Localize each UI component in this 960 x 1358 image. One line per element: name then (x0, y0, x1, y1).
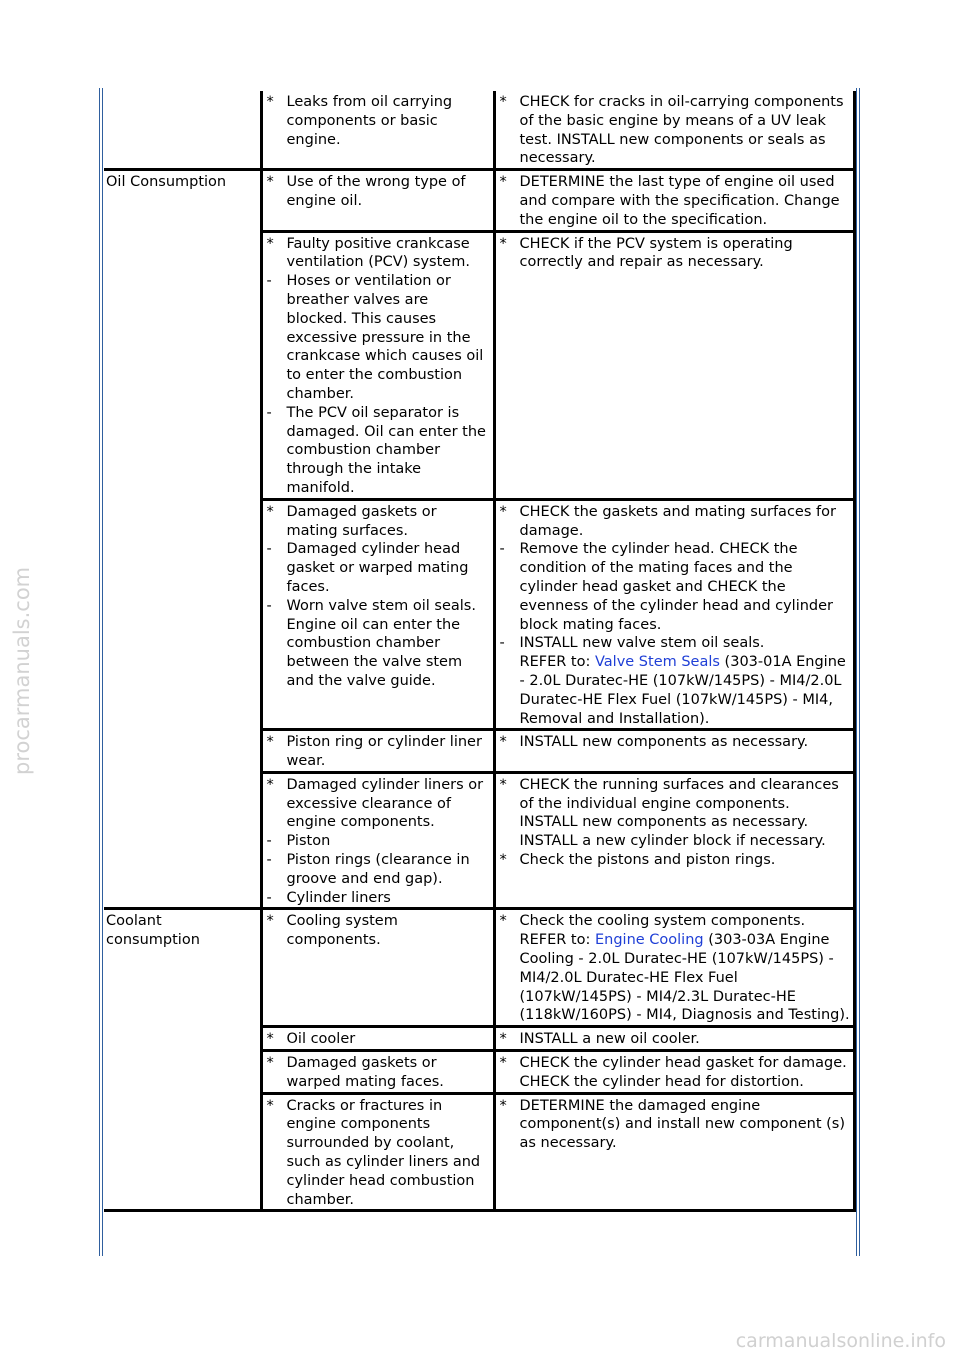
sub-item-marker: - (266, 597, 272, 614)
bullet-marker: * (499, 174, 507, 191)
action-text: DETERMINE the last type of engine oil used and compare with the specification. Change the engine oil to the specification. (519, 174, 840, 228)
action-text: CHECK the running surfaces and clearances of the individual engine components. INSTALL new components as necessary. INSTALL a new cylinder block if necessary. (519, 776, 839, 850)
action-text: CHECK the gaskets and mating surfaces for damage. (519, 503, 836, 539)
cause-item (265, 1030, 491, 1049)
action-text: Remove the cylinder head. CHECK the condition of the mating faces and the cylinder head gasket and CHECK the evenness of the cylinder head and cylinder block mating faces. (519, 541, 834, 633)
action-text: Check the pistons and piston rings. (519, 852, 776, 869)
action-text: Check the cooling system components. (519, 913, 806, 930)
table-row (104, 231, 854, 499)
cause-cell (261, 231, 494, 499)
action-item (498, 173, 851, 229)
bullet-marker: * (266, 734, 274, 751)
bullet-marker: * (266, 1055, 274, 1072)
cause-item (265, 889, 491, 908)
cause-item (265, 851, 491, 889)
bullet-marker: * (266, 913, 274, 930)
bullet-marker: * (499, 734, 507, 751)
bullet-marker: * (266, 235, 274, 252)
cause-item (265, 912, 491, 950)
diagnosis-table (104, 91, 856, 1212)
cause-cell (261, 909, 494, 1027)
bullet-marker: * (266, 94, 274, 110)
diagnosis-table-body (104, 91, 854, 1211)
cause-text: Piston ring or cylinder liner wear. (286, 734, 482, 770)
condition-cell (104, 1093, 261, 1211)
cause-text: Use of the wrong type of engine oil. (286, 174, 466, 209)
condition-cell (104, 91, 261, 170)
cause-cell (261, 1093, 494, 1211)
bullet-marker: * (499, 503, 507, 520)
cause-item (265, 1097, 491, 1210)
bullet-marker: * (266, 174, 274, 191)
bullet-marker: * (499, 852, 507, 869)
cause-text: Piston rings (clearance in groove and end gap). (286, 852, 470, 887)
bullet-marker: * (266, 1031, 274, 1048)
action-text: DETERMINE the damaged engine component(s) and install new component (s) as necessary. (519, 1097, 845, 1152)
cause-cell (261, 499, 494, 730)
table-row (104, 909, 854, 1027)
action-text: INSTALL new valve stem oil seals. (519, 635, 765, 652)
cause-cell (261, 772, 494, 909)
cause-item (265, 173, 491, 211)
action-item (498, 776, 851, 851)
condition-cell (104, 499, 261, 730)
table-row (104, 1093, 854, 1211)
bullet-marker: * (499, 1055, 507, 1072)
action-item (498, 235, 851, 273)
cause-text: Oil cooler (286, 1031, 356, 1048)
cause-text: Damaged gaskets or warped mating faces. (286, 1055, 444, 1090)
cause-text: Piston (286, 833, 331, 850)
cause-text: Damaged cylinder head gasket or warped mating faces. (286, 541, 469, 595)
bullet-marker: * (499, 94, 507, 110)
sub-item-marker: - (266, 273, 272, 290)
cause-text: Cylinder liners (286, 889, 391, 906)
action-cell (494, 1027, 854, 1051)
action-cell (494, 909, 854, 1027)
cause-item (265, 597, 491, 691)
action-cell (494, 91, 854, 170)
condition-cell (104, 1027, 261, 1051)
action-cell (494, 730, 854, 773)
action-text: CHECK if the PCV system is operating correctly and repair as necessary. (519, 235, 793, 271)
sub-item-marker: - (499, 541, 505, 558)
action-cell (494, 231, 854, 499)
action-text: CHECK the cylinder head gasket for damage. CHECK the cylinder head for distortion. (519, 1055, 847, 1090)
cause-item (265, 733, 491, 771)
cause-cell (261, 91, 494, 170)
cause-item (265, 235, 491, 273)
cause-item (265, 272, 491, 404)
bullet-marker: * (266, 1097, 274, 1114)
action-text: INSTALL new components as necessary. (519, 734, 809, 751)
table-row (104, 170, 854, 231)
reference-detail: (303-01A Engine - 2.0L Duratec-HE (107kW/145PS) - MI4/2.0L Duratec-HE Flex Fuel (107kW/145PS) - MI4, Removal and Installation). (519, 654, 846, 727)
sub-item-marker: - (266, 541, 272, 558)
action-item (498, 503, 851, 541)
table-row (104, 772, 854, 909)
sub-item-marker: - (266, 404, 272, 421)
bullet-marker: * (499, 1031, 507, 1048)
table-row (104, 1027, 854, 1051)
condition-cell (104, 730, 261, 773)
action-cell (494, 499, 854, 730)
bullet-marker: * (499, 235, 507, 252)
action-item (498, 93, 851, 168)
action-cell (494, 772, 854, 909)
cause-text: Hoses or ventilation or breather valves are blocked. This causes excessive pressure in the crankcase which causes oil to enter the combustion chamber. (286, 273, 484, 402)
action-text: CHECK for cracks in oil-carrying components of the basic engine by means of a UV leak test. INSTALL new components or seals as necessary. (519, 94, 844, 167)
condition-cell: Oil Consumption (104, 170, 261, 231)
cause-text: Damaged gaskets or mating surfaces. (286, 503, 437, 539)
condition-cell: Coolant consumption (104, 909, 261, 1027)
action-cell (494, 1093, 854, 1211)
action-text: INSTALL a new oil cooler. (519, 1031, 700, 1048)
sub-item-marker: - (499, 635, 505, 652)
page-border-left (99, 88, 103, 1256)
bullet-marker: * (499, 776, 507, 793)
refer-to-label: REFER to: (519, 654, 595, 671)
bullet-marker: * (499, 913, 507, 930)
table-row (104, 91, 854, 170)
action-item (498, 1097, 851, 1153)
cause-text: Cooling system components. (286, 913, 398, 949)
action-item (498, 634, 851, 728)
action-item (498, 1030, 851, 1049)
action-item (498, 1054, 851, 1092)
cause-item (265, 404, 491, 498)
cause-cell (261, 1051, 494, 1094)
cause-text: Worn valve stem oil seals. Engine oil can enter the combustion chamber between the valve stem and the valve guide. (286, 597, 476, 689)
reference-detail: (303-03A Engine Cooling - 2.0L Duratec-HE (107kW/145PS) - MI4/2.0L Duratec-HE Flex Fuel (107kW/145PS) - MI4/2.3L Duratec-HE (118kW/160PS) - MI4, Diagnosis and Testing). (519, 932, 850, 1024)
cause-text: Damaged cylinder liners or excessive clearance of engine components. (286, 776, 484, 831)
cause-item (265, 1054, 491, 1092)
cause-item (265, 832, 491, 851)
cause-item (265, 540, 491, 596)
bullet-marker: * (266, 503, 274, 520)
table-row (104, 730, 854, 773)
sub-item-marker: - (266, 889, 272, 906)
condition-cell (104, 1051, 261, 1094)
cause-item (265, 503, 491, 541)
cause-cell (261, 730, 494, 773)
action-item (498, 851, 851, 870)
cause-item (265, 93, 491, 149)
bullet-marker: * (499, 1097, 507, 1114)
bullet-marker: * (266, 776, 274, 793)
side-watermark: procarmanuals.com (10, 566, 34, 775)
action-cell (494, 1051, 854, 1094)
action-item (498, 733, 851, 752)
cause-item (265, 776, 491, 832)
sub-item-marker: - (266, 833, 272, 850)
table-row (104, 499, 854, 730)
page-border-right (856, 88, 860, 1256)
cause-text: Faulty positive crankcase ventilation (PCV) system. (286, 235, 470, 271)
refer-to-label: REFER to: (519, 932, 595, 949)
bottom-watermark: carmanualsonline.info (735, 1330, 946, 1352)
action-item (498, 540, 851, 634)
reference-link[interactable]: Valve Stem Seals (594, 654, 720, 671)
condition-cell (104, 772, 261, 909)
action-cell (494, 170, 854, 231)
action-item (498, 912, 851, 1025)
condition-cell (104, 231, 261, 499)
cause-text: The PCV oil separator is damaged. Oil can enter the combustion chamber through the intake manifold. (286, 404, 486, 496)
cause-text: Leaks from oil carrying components or basic engine. (286, 94, 453, 148)
reference-link[interactable]: Engine Cooling (594, 932, 704, 949)
cause-cell (261, 1027, 494, 1051)
table-row (104, 1051, 854, 1094)
cause-text: Cracks or fractures in engine components surrounded by coolant, such as cylinder liners and cylinder head combustion chamber. (286, 1097, 481, 1208)
cause-cell (261, 170, 494, 231)
sub-item-marker: - (266, 852, 272, 869)
